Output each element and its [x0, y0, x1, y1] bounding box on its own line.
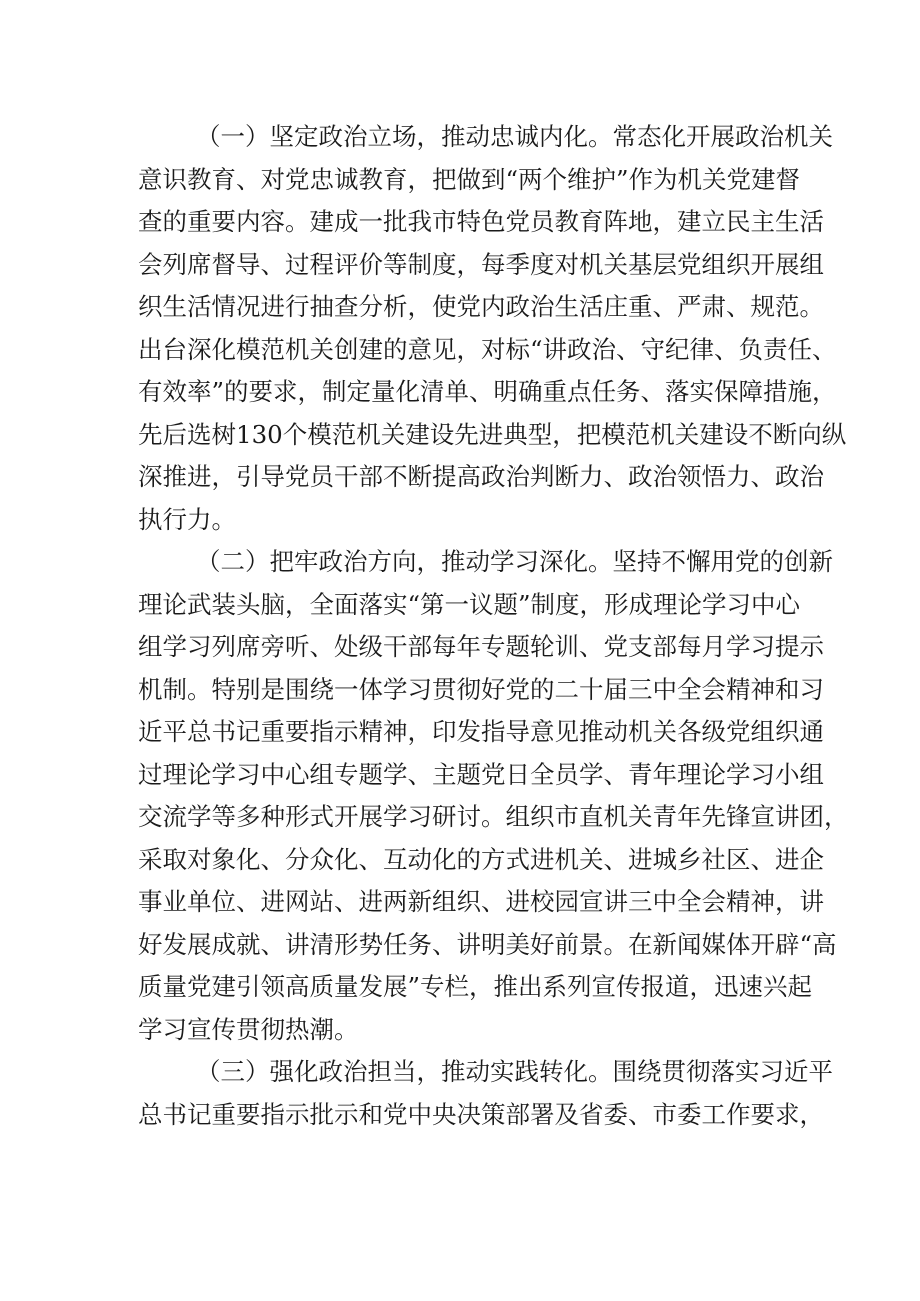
- text-line: 查的重要内容。建成一批我市特色党员教育阵地，建立民主生活: [138, 207, 824, 236]
- text-line: 交流学等多种形式开展学习研讨。组织市直机关青年先锋宣讲团，: [138, 802, 849, 831]
- text-line: 先后选树130个模范机关建设先进典型，把模范机关建设不断向纵: [138, 419, 847, 449]
- text-line: 质量党建引领高质量发展”专栏，推出系列宣传报道，迅速兴起: [138, 972, 813, 1001]
- paragraph-1: [138, 116, 847, 541]
- paragraph-3: [138, 1051, 833, 1136]
- paragraph-2: [138, 541, 849, 1051]
- text-line: （二）把牢政治方向，推动学习深化。坚持不懈用党的创新: [196, 547, 833, 576]
- text-line: 有效率”的要求，制定量化清单、明确重点任务、落实保障措施，: [138, 377, 837, 406]
- text-line: 会列席督导、过程评价等制度，每季度对机关基层党组织开展组: [138, 249, 824, 279]
- text-line: 出台深化模范机关创建的意见，对标“讲政治、守纪律、负责任、: [138, 334, 837, 364]
- text-line: 总书记重要指示批示和党中央决策部署及省委、市委工作要求，: [138, 1099, 824, 1129]
- text-line: 好发展成就、讲清形势任务、讲明美好前景。在新闻媒体开辟“高: [138, 929, 837, 959]
- document-page: [138, 116, 849, 1136]
- text-line: 采取对象化、分众化、互动化的方式进机关、进城乡社区、进企: [138, 844, 824, 874]
- text-line: 深推进，引导党员干部不断提高政治判断力、政治领悟力、政治: [138, 462, 824, 491]
- text-line: 事业单位、进网站、进两新组织、进校园宣讲三中全会精神，讲: [138, 887, 824, 916]
- text-line: 织生活情况进行抽查分析，使党内政治生活庄重、严肃、规范。: [138, 292, 824, 321]
- text-line: 意识教育、对党忠诚教育，把做到“两个维护”作为机关党建督: [138, 164, 801, 194]
- text-line: 理论武装头脑，全面落实“第一议题”制度，形成理论学习中心: [138, 589, 801, 619]
- text-line: 组学习列席旁听、处级干部每年专题轮训、党支部每月学习提示: [138, 632, 824, 661]
- text-line: 执行力。: [138, 504, 236, 534]
- text-line: （三）强化政治担当，推动实践转化。围绕贯彻落实习近平: [196, 1057, 833, 1086]
- text-line: （一）坚定政治立场，推动忠诚内化。常态化开展政治机关: [196, 122, 833, 151]
- text-line: 过理论学习中心组专题学、主题党日全员学、青年理论学习小组: [138, 759, 824, 789]
- text-line: 近平总书记重要指示精神，印发指导意见推动机关各级党组织通: [138, 717, 824, 746]
- text-line: 机制。特别是围绕一体学习贯彻好党的二十届三中全会精神和习: [138, 674, 824, 704]
- text-line: 学习宣传贯彻热潮。: [138, 1014, 359, 1044]
